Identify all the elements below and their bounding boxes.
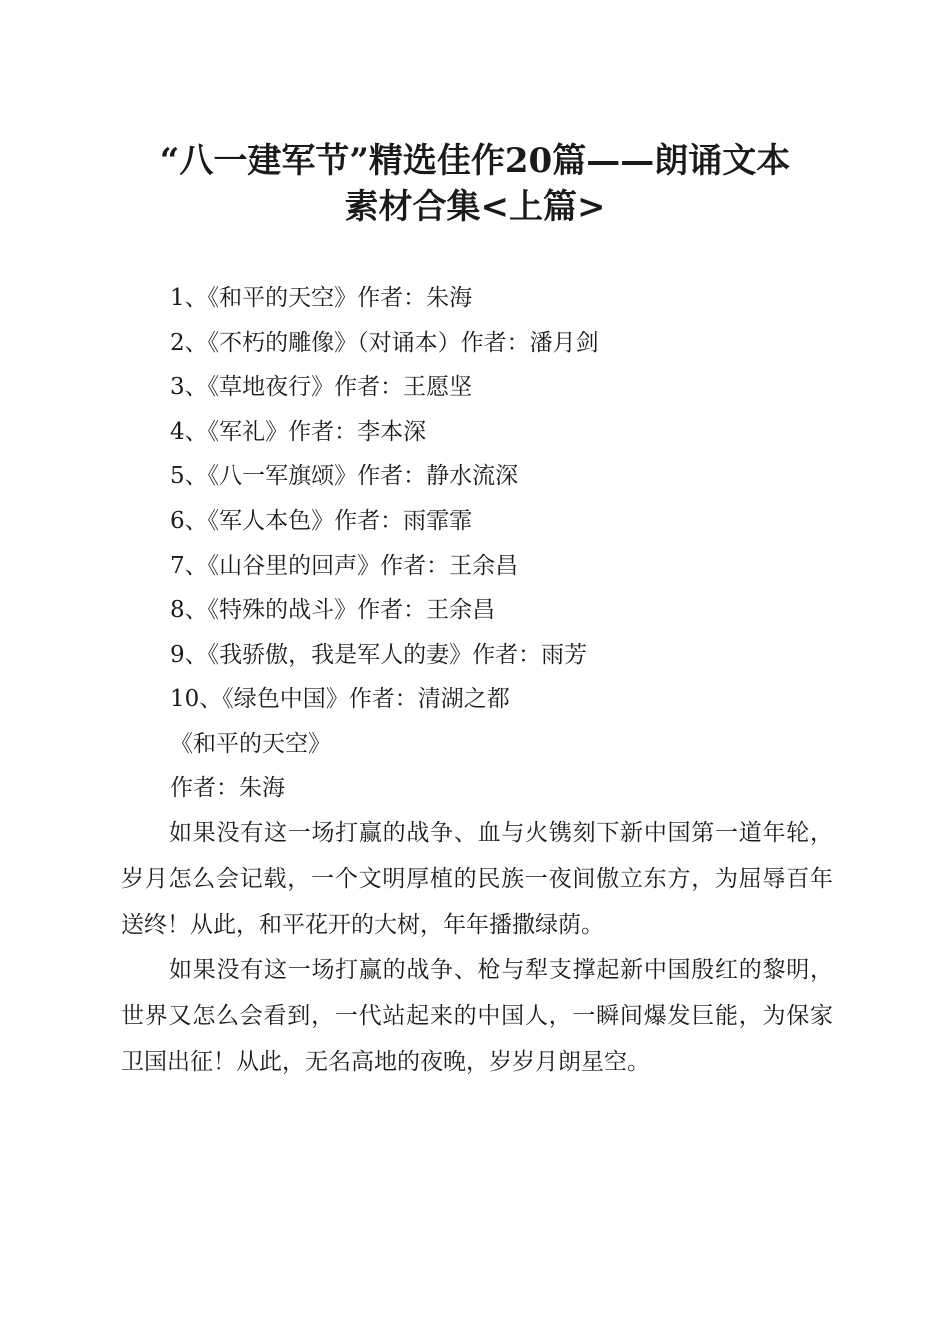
toc-item: 5、《八一军旗颂》作者：静水流深: [170, 463, 519, 490]
poem-paragraph: 如果没有这一场打赢的战争、血与火镌刻下新中国第一道年轮，岁月怎么会记载，一个文明厚植的民族一夜间傲立东方，为屈辱百年送终！从此，和平花开的大树，年年播撒绿荫。: [121, 820, 833, 938]
poem-title: 《和平的天空》: [170, 731, 331, 757]
toc-item: 10、《绿色中国》作者：清湖之都: [170, 686, 510, 713]
poem-author: 作者：朱海: [170, 775, 285, 801]
table-of-contents: [170, 276, 599, 722]
toc-item: 4、《军礼》作者：李本深: [170, 418, 427, 445]
toc-item: 6、《军人本色》作者：雨霏霏: [170, 507, 473, 534]
poem-paragraph: 如果没有这一场打赢的战争、枪与犁支撑起新中国殷红的黎明，世界又怎么会看到，一代站起来的中国人，一瞬间爆发巨能，为保家卫国出征！从此，无名高地的夜晚，岁岁月朗星空。: [121, 957, 833, 1075]
toc-item: 7、《山谷里的回声》作者：王余昌: [170, 552, 519, 579]
toc-item: 3、《草地夜行》作者：王愿坚: [170, 374, 473, 401]
toc-item: 9、《我骄傲，我是军人的妻》作者：雨芳: [170, 641, 588, 668]
document-title-line-2: 素材合集<上篇>: [344, 187, 606, 227]
toc-item: 8、《特殊的战斗》作者：王余昌: [170, 597, 496, 624]
toc-item: 1、《和平的天空》作者：朱海: [170, 285, 473, 311]
document-title-line-1: “八一建军节”精选佳作20篇——朗诵文本: [159, 141, 791, 181]
toc-item: 2、《不朽的雕像》（对诵本）作者：潘月剑: [170, 329, 599, 356]
